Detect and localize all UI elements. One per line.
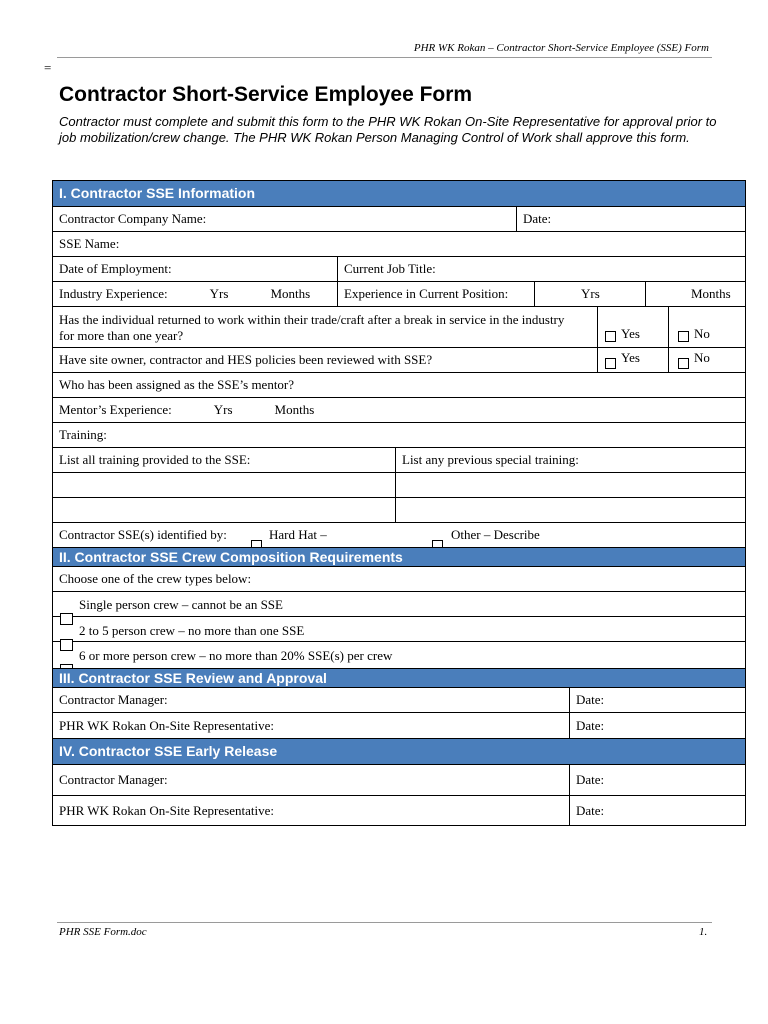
form-instructions: Contractor must complete and submit this form to the PHR WK Rokan On-Site Representative for approval prior to job mobilization/crew change. The PHR WK Rokan Person Managing Control of Work shall approve this form. <box>59 114 717 145</box>
policies-no-checkbox[interactable] <box>678 358 689 369</box>
crew-option-2-checkbox[interactable] <box>60 639 73 651</box>
mentor-experience-field[interactable]: Mentor’s Experience: Yrs Months <box>52 397 746 423</box>
training-label: Training: <box>52 422 746 448</box>
policies-yes-checkbox[interactable] <box>605 358 616 369</box>
date-of-employment-field[interactable]: Date of Employment: <box>52 256 338 282</box>
policies-no-option[interactable]: No <box>668 347 746 373</box>
returned-no-option[interactable]: No <box>668 306 746 348</box>
experience-current-position-label: Experience in Current Position: <box>337 281 535 307</box>
returned-question: Has the individual returned to work within their trade/craft after a break in service in the industry for more than one year? <box>52 306 598 348</box>
policies-yes-option[interactable]: Yes <box>597 347 669 373</box>
industry-experience-field[interactable]: Industry Experience: Yrs Months <box>52 281 338 307</box>
crew-option-2-label: 2 to 5 person crew – no more than one SSE <box>79 623 305 638</box>
crew-divider-2 <box>52 641 746 642</box>
review-manager-field[interactable]: Contractor Manager: <box>52 687 570 713</box>
crew-option-1-checkbox[interactable] <box>60 613 73 625</box>
other-label: Other – Describe <box>451 527 540 542</box>
crew-instruction: Choose one of the crew types below: <box>52 566 746 592</box>
crew-option-1-label: Single person crew – cannot be an SSE <box>79 597 283 612</box>
release-manager-date-field[interactable]: Date: <box>569 764 746 796</box>
release-rep-field[interactable]: PHR WK Rokan On-Site Representative: <box>52 795 570 826</box>
header-divider <box>57 57 712 58</box>
returned-yes-option[interactable]: Yes <box>597 306 669 348</box>
previous-training-field-1[interactable] <box>395 472 746 498</box>
review-rep-field[interactable]: PHR WK Rokan On-Site Representative: <box>52 712 570 739</box>
review-rep-date-field[interactable]: Date: <box>569 712 746 739</box>
review-manager-date-field[interactable]: Date: <box>569 687 746 713</box>
policies-question: Have site owner, contractor and HES policies been reviewed with SSE? <box>52 347 598 373</box>
position-months-field[interactable]: Months <box>645 281 746 307</box>
sse-name-field[interactable]: SSE Name: <box>52 231 746 257</box>
margin-mark: = <box>44 60 52 75</box>
training-provided-field-2[interactable] <box>52 497 396 523</box>
position-years-field[interactable]: Yrs <box>534 281 646 307</box>
form-title: Contractor Short-Service Employee Form <box>59 83 473 106</box>
previous-training-field-2[interactable] <box>395 497 746 523</box>
company-name-field[interactable]: Contractor Company Name: <box>52 206 517 232</box>
page-header: PHR WK Rokan – Contractor Short-Service Employee (SSE) Form <box>413 42 709 54</box>
page-number: 1. <box>699 926 708 938</box>
release-manager-field[interactable]: Contractor Manager: <box>52 764 570 796</box>
mentor-field[interactable]: Who has been assigned as the SSE’s mentor? <box>52 372 746 398</box>
crew-divider-1 <box>52 616 746 617</box>
footer-filename: PHR SSE Form.doc <box>59 926 147 938</box>
section-4-header: IV. Contractor SSE Early Release <box>52 738 746 765</box>
training-provided-label: List all training provided to the SSE: <box>52 447 396 473</box>
date-field[interactable]: Date: <box>516 206 746 232</box>
training-provided-field-1[interactable] <box>52 472 396 498</box>
returned-no-checkbox[interactable] <box>678 331 689 342</box>
footer-divider <box>57 922 712 923</box>
section-1-header: I. Contractor SSE Information <box>52 180 746 207</box>
section-2-header: II. Contractor SSE Crew Composition Requirements <box>52 547 746 567</box>
section-3-header: III. Contractor SSE Review and Approval <box>52 668 746 688</box>
crew-option-3-label: 6 or more person crew – no more than 20% SSE(s) per crew <box>79 648 393 663</box>
current-job-title-field[interactable]: Current Job Title: <box>337 256 746 282</box>
identified-by-label: Contractor SSE(s) identified by: <box>59 527 227 542</box>
hard-hat-label: Hard Hat – <box>269 527 327 542</box>
release-rep-date-field[interactable]: Date: <box>569 795 746 826</box>
returned-yes-checkbox[interactable] <box>605 331 616 342</box>
previous-training-label: List any previous special training: <box>395 447 746 473</box>
